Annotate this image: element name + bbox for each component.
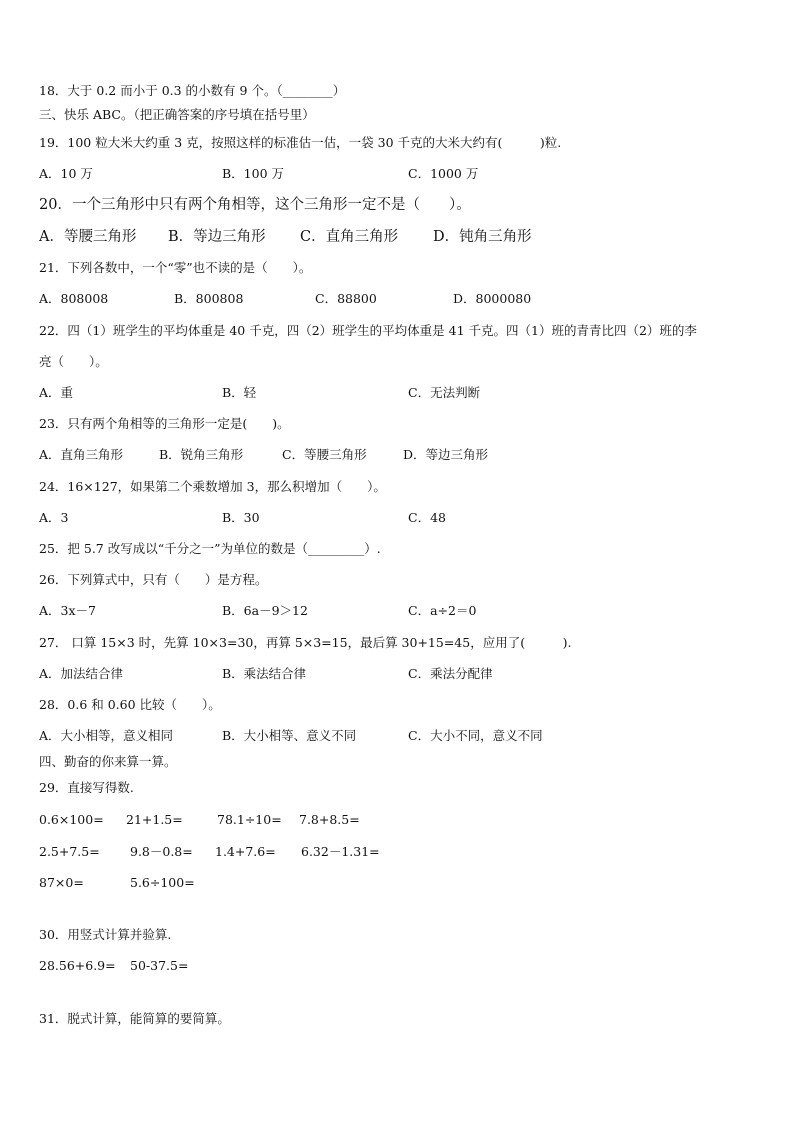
question-26: 26．下列算式中，只有（ ）是方程。 xyxy=(39,572,268,587)
question-29: 29．直接写得数. xyxy=(39,780,134,795)
question-31: 31．脱式计算，能简算的要简算。 xyxy=(39,1011,230,1026)
calc-item: 9.8－0.8= xyxy=(130,844,193,859)
q22-option-a: A．重 xyxy=(39,385,74,400)
calc-item: 28.56+6.9= xyxy=(39,958,116,973)
question-25: 25．把 5.7 改写成以“千分之一”为单位的数是（_________）. xyxy=(39,541,381,556)
q28-option-a: A．大小相等，意义相同 xyxy=(39,728,174,743)
q20-option-d: D．钝角三角形 xyxy=(433,229,532,245)
q27-option-a: A．加法结合律 xyxy=(39,666,124,681)
question-30: 30．用竖式计算并验算. xyxy=(39,927,172,942)
q23-option-d: D．等边三角形 xyxy=(403,447,489,462)
q24-option-b: B．30 xyxy=(222,510,260,525)
calc-item: 0.6×100= xyxy=(39,812,104,827)
calc-item: 21+1.5= xyxy=(126,812,183,827)
q21-option-a: A．808008 xyxy=(39,291,109,306)
section-3-heading: 三、快乐 ABC。（把正确答案的序号填在括号里） xyxy=(39,107,315,122)
q28-option-c: C．大小不同，意义不同 xyxy=(408,728,543,743)
question-22-line-1: 22．四（1）班学生的平均体重是 40 千克，四（2）班学生的平均体重是 41 千克。四（1）班的青青比四（2）班的李 xyxy=(39,323,697,338)
question-27: 27． 口算 15×3 时，先算 10×3=30，再算 5×3=15，最后算 30+15=45，应用了( ). xyxy=(39,635,572,650)
q21-option-d: D．8000080 xyxy=(453,291,532,306)
q22-option-c: C．无法判断 xyxy=(408,385,481,400)
calc-item: 5.6÷100= xyxy=(130,875,195,890)
q23-option-b: B．锐角三角形 xyxy=(159,447,244,462)
q24-option-a: A．3 xyxy=(39,510,69,525)
q27-option-c: C．乘法分配律 xyxy=(408,666,493,681)
q22-option-b: B．轻 xyxy=(222,385,257,400)
calc-item: 7.8+8.5= xyxy=(299,812,360,827)
q23-option-a: A．直角三角形 xyxy=(39,447,124,462)
q21-option-c: C．88800 xyxy=(315,291,377,306)
q21-option-b: B．800808 xyxy=(174,291,244,306)
q19-option-b: B．100 万 xyxy=(222,166,285,181)
question-28: 28．0.6 和 0.60 比较（ ）。 xyxy=(39,697,221,712)
question-21: 21．下列各数中，一个“零”也不读的是（ ）。 xyxy=(39,260,312,275)
q19-option-a: A．10 万 xyxy=(39,166,93,181)
q26-option-a: A．3x－7 xyxy=(39,603,96,618)
q20-option-a: A．等腰三角形 xyxy=(39,229,137,245)
q28-option-b: B．大小相等、意义不同 xyxy=(222,728,357,743)
calc-item: 2.5+7.5= xyxy=(39,844,100,859)
q23-option-c: C．等腰三角形 xyxy=(282,447,367,462)
question-18: 18．大于 0.2 而小于 0.3 的小数有 9 个。（________） xyxy=(39,83,346,98)
q26-option-c: C．a÷2＝0 xyxy=(408,603,477,618)
calc-item: 87×0= xyxy=(39,875,84,890)
question-23: 23．只有两个角相等的三角形一定是( )。 xyxy=(39,416,290,431)
question-22-line-2: 亮（ ）。 xyxy=(39,354,108,369)
calc-item: 78.1÷10= xyxy=(217,812,282,827)
q19-option-c: C．1000 万 xyxy=(408,166,479,181)
q20-option-b: B．等边三角形 xyxy=(168,229,266,245)
q27-option-b: B．乘法结合律 xyxy=(222,666,307,681)
q24-option-c: C．48 xyxy=(408,510,446,525)
question-24: 24．16×127，如果第二个乘数增加 3，那么积增加（ ）。 xyxy=(39,479,386,494)
calc-item: 50-37.5= xyxy=(130,958,189,973)
q26-option-b: B．6a－9＞12 xyxy=(222,603,308,618)
question-20: 20．一个三角形中只有两个角相等，这个三角形一定不是（ ）。 xyxy=(39,197,471,213)
question-19: 19．100 粒大米大约重 3 克，按照这样的标准估一估，一袋 30 千克的大米大约有( )粒. xyxy=(39,135,562,150)
calc-item: 6.32－1.31= xyxy=(301,844,380,859)
calc-item: 1.4+7.6= xyxy=(215,844,276,859)
section-4-heading: 四、勤奋的你来算一算。 xyxy=(39,754,177,769)
q20-option-c: C．直角三角形 xyxy=(300,229,399,245)
